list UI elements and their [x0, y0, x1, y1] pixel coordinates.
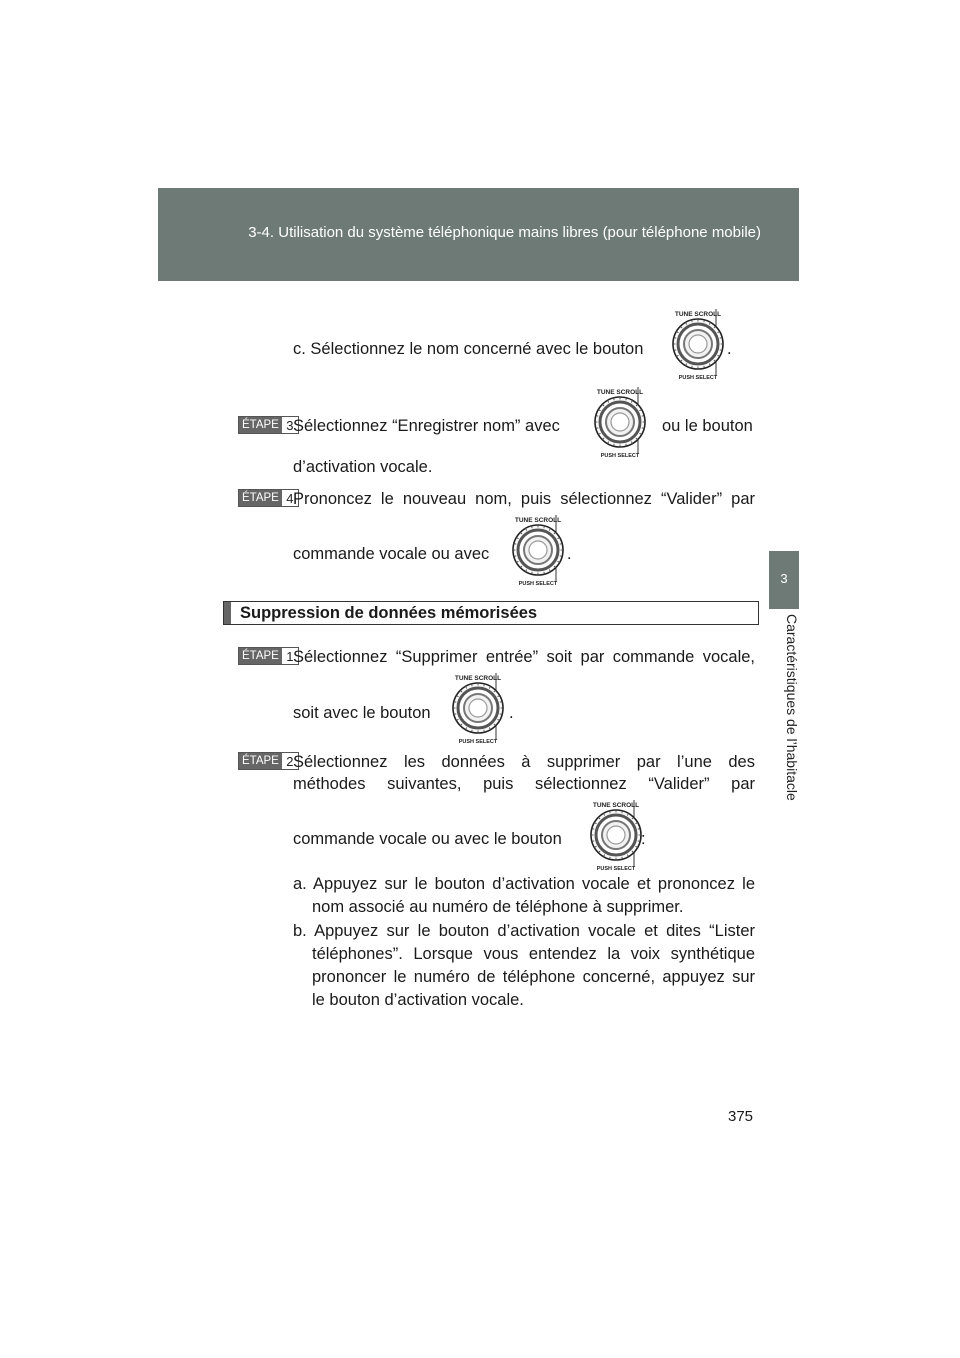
item-a-line1: a. Appuyez sur le bouton d’activation vocale et prononcez le — [293, 875, 755, 893]
step-badge-3 — [238, 416, 299, 434]
instruction-c-end: . — [727, 340, 732, 358]
step-badge-1 — [238, 647, 299, 665]
step-badge-4 — [238, 489, 299, 507]
step3-text1: Sélectionnez “Enregistrer nom” avec — [293, 417, 560, 435]
svg-text:TUNE SCROLL: TUNE SCROLL — [514, 517, 562, 524]
item-b-line2: téléphones”. Lorsque vous entendez la voix synthétique — [312, 945, 755, 963]
section-heading — [223, 601, 759, 625]
step-number: 1 — [282, 648, 298, 664]
instruction-c-text: c. Sélectionnez le nom concerné avec le bouton — [293, 340, 644, 358]
step-word: ÉTAPE — [239, 417, 282, 433]
header-title: 3-4. Utilisation du système téléphonique mains libres (pour téléphone mobile) — [248, 224, 761, 241]
step2-text2: méthodes suivantes, puis sélectionnez “Valider” par — [293, 775, 755, 793]
svg-text:PUSH SELECT: PUSH SELECT — [678, 375, 718, 381]
svg-text:PUSH SELECT: PUSH SELECT — [518, 581, 558, 587]
page-number: 375 — [728, 1108, 754, 1125]
svg-text:PUSH SELECT: PUSH SELECT — [458, 739, 498, 745]
step-word: ÉTAPE — [239, 490, 282, 506]
svg-text:PUSH SELECT: PUSH SELECT — [600, 453, 640, 459]
svg-text:PUSH SELECT: PUSH SELECT — [596, 866, 636, 872]
step-word: ÉTAPE — [239, 753, 282, 769]
step-number: 4 — [282, 490, 298, 506]
step1-text2: soit avec le bouton — [293, 704, 431, 722]
step4-text3: . — [567, 545, 572, 563]
step2-text1: Sélectionnez les données à supprimer par l’une des — [293, 753, 755, 771]
step3-text2: ou le bouton — [662, 417, 753, 435]
svg-text:TUNE SCROLL: TUNE SCROLL — [454, 675, 502, 682]
step-number: 3 — [282, 417, 298, 433]
section-title: Suppression de données mémorisées — [240, 604, 538, 622]
step-badge-2 — [238, 752, 299, 770]
step4-text1: Prononcez le nouveau nom, puis sélectionnez “Valider” par — [293, 490, 755, 508]
tune-scroll-knob-icon — [440, 670, 520, 750]
chapter-header — [158, 188, 799, 281]
tune-scroll-knob-icon — [578, 797, 658, 877]
step-number: 2 — [282, 753, 298, 769]
svg-text:TUNE SCROLL: TUNE SCROLL — [596, 389, 644, 396]
step4-text2: commande vocale ou avec — [293, 545, 490, 563]
section-bar — [224, 602, 231, 624]
item-a-line2: nom associé au numéro de téléphone à supprimer. — [312, 898, 684, 916]
item-b-line4: le bouton d’activation vocale. — [312, 991, 524, 1009]
chapter-label: Caractéristiques de l’habitacle — [784, 614, 800, 801]
step1-text3: . — [509, 704, 514, 722]
chapter-tab — [769, 551, 799, 609]
svg-text:TUNE SCROLL: TUNE SCROLL — [592, 802, 640, 809]
step3-text3: d’activation vocale. — [293, 458, 433, 476]
step-word: ÉTAPE — [239, 648, 282, 664]
step1-text1: Sélectionnez “Supprimer entrée” soit par commande vocale, — [293, 648, 755, 666]
tune-scroll-knob-icon — [582, 384, 662, 464]
item-b-line1: b. Appuyez sur le bouton d’activation vocale et dites “Lister — [293, 922, 755, 940]
svg-text:TUNE SCROLL: TUNE SCROLL — [674, 311, 722, 318]
item-b-line3: prononcer le numéro de téléphone concerné, appuyez sur — [312, 968, 755, 986]
chapter-number: 3 — [780, 571, 788, 586]
step2-text3: commande vocale ou avec le bouton — [293, 830, 562, 848]
step2-text4: : — [641, 830, 646, 848]
